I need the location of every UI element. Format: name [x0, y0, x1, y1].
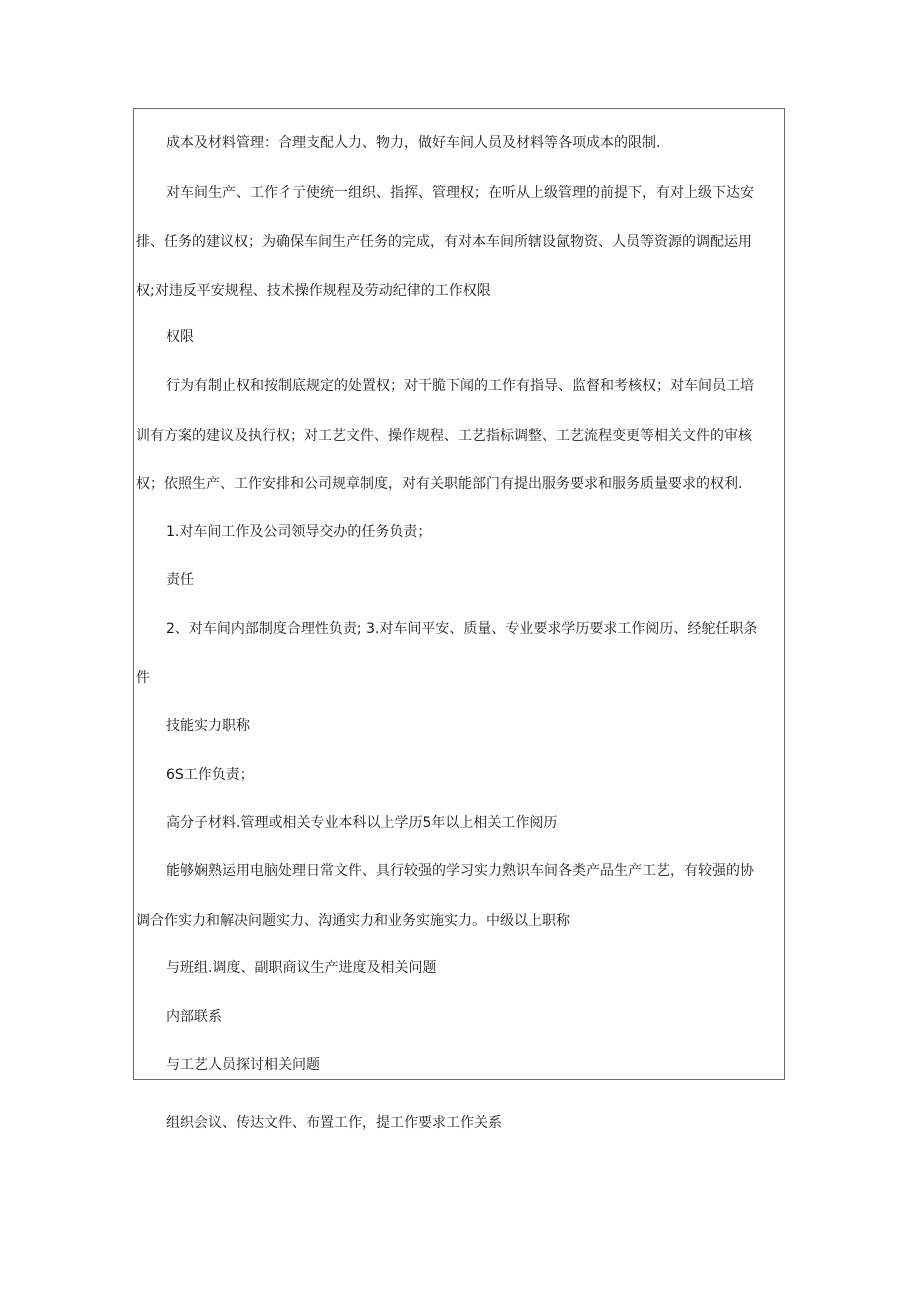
text-line: 权；依照生产、工作安排和公司规章制度，对有关职能部门有提出服务要求和服务质量要求的权利.	[136, 476, 743, 492]
text-line: 训有方案的建议及执行权；对工艺文件、操作规程、工艺指标调整、工艺流程变更等相关文件的审核	[136, 428, 752, 444]
text-line: 2、对车间内部制度合理性负责; 3.对车间平安、质量、专业要求学历要求工作阅历、经鸵任职条	[166, 621, 758, 637]
text-line: 行为有制止权和按制底规定的处置权；对干脆下闻的工作有指导、监督和考核权；对车间员工培	[166, 378, 754, 394]
text-line: 高分子材料.管理或相关专业本科以上学历5年以上相关工作阅历	[166, 815, 558, 831]
text-line: 6S工作负责；	[166, 767, 254, 783]
section-heading: 责任	[166, 572, 194, 588]
text-line: 与工艺人员探讨相关问题	[166, 1057, 320, 1073]
section-heading: 权限	[166, 329, 194, 345]
text-line: 件	[136, 670, 150, 686]
section-heading: 内部联系	[166, 1009, 222, 1025]
text-line: 权;对违反平安规程、技术操作规程及劳动纪律的工作权限	[136, 283, 491, 299]
text-line: 成本及材料管理：合理支配人力、物力，做好车间人员及材料等各项成本的限制.	[166, 135, 661, 151]
text-line: 与班组.调度、副职商议生产进度及相关问题	[166, 960, 437, 976]
table-border	[133, 108, 785, 1080]
text-line: 1.对车间工作及公司领导交办的任务负责；	[166, 524, 432, 540]
text-line: 对车间生产、工作彳亍使统一组织、指挥、管理权；在听从上级管理的前提下，有对上级下达安	[166, 185, 754, 201]
text-line: 调合作实力和解决问题实力、沟通实力和业务实施实力。中级以上职称	[136, 913, 570, 929]
text-line: 排、任务的建议权；为确保车间生产任务的完成，有对本车间所辖设氤物资、人员等资源的调配运用	[136, 234, 752, 250]
text-line: 组织会议、传达文件、布置工作，提工作要求工作关系	[166, 1115, 502, 1131]
text-line: 能够娴熟运用电脑处理日常文件、具行较强的学习实力熟识车间各类产品生产工艺，有较强的协	[166, 863, 754, 879]
section-heading: 技能实力职称	[166, 718, 250, 734]
